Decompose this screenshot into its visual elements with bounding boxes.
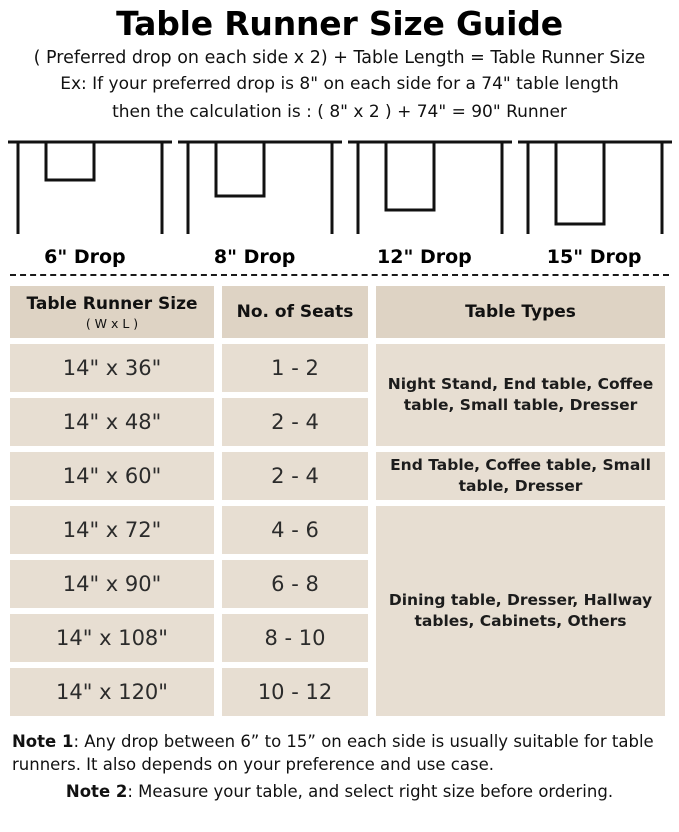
- drop-label-12: 12" Drop: [377, 246, 472, 269]
- section-divider: [10, 274, 669, 276]
- table-row: 8 - 10: [222, 614, 368, 662]
- table-row: 2 - 4: [222, 452, 368, 500]
- page-title: Table Runner Size Guide: [116, 4, 563, 43]
- size-guide-page: [0, 6, 679, 832]
- table-row: 4 - 6: [222, 506, 368, 554]
- note-2-text: : Measure your table, and select right size before ordering.: [127, 782, 614, 802]
- note-1-text: : Any drop between 6” to 15” on each side is usually suitable for table runners. It also depends on your preference and use case.: [12, 732, 654, 775]
- table-row: Dining table, Dresser, Hallway tables, Cabinets, Others: [376, 506, 665, 716]
- drop-label-6: 6" Drop: [44, 246, 126, 269]
- table-row: End Table, Coffee table, Small table, Dresser: [376, 452, 665, 500]
- table-row: 14" x 60": [10, 452, 214, 500]
- column-table-types: [376, 286, 665, 716]
- drop-illustration: [0, 134, 679, 244]
- table-row: 14" x 120": [10, 668, 214, 716]
- table-row: Night Stand, End table, Coffee table, Small table, Dresser: [376, 344, 665, 446]
- header-runner-size: [10, 286, 214, 338]
- example-line-1: Ex: If your preferred drop is 8" on each side for a 74" table length: [60, 74, 619, 95]
- formula-line: ( Preferred drop on each side x 2) + Table Length = Table Runner Size: [33, 48, 646, 69]
- drop-label-8: 8" Drop: [213, 246, 296, 269]
- table-row: 14" x 72": [10, 506, 214, 554]
- table-row: 14" x 48": [10, 398, 214, 446]
- header-runner-size-label: Table Runner Size: [26, 293, 198, 314]
- header-seats: No. of Seats: [222, 286, 368, 338]
- table-row: 14" x 36": [10, 344, 214, 392]
- example-line-2: then the calculation is : ( 8" x 2 ) + 74" = 90" Runner: [112, 102, 567, 123]
- tables-with-runners-diagram: [0, 134, 679, 244]
- table-row: 6 - 8: [222, 560, 368, 608]
- drop-labels-row: [0, 246, 679, 268]
- table-row: 1 - 2: [222, 344, 368, 392]
- note-1-label: Note 1: [12, 732, 74, 752]
- table-row: 14" x 90": [10, 560, 214, 608]
- header-table-types: Table Types: [376, 286, 665, 338]
- note-1: [12, 730, 667, 776]
- table-row: 14" x 108": [10, 614, 214, 662]
- drop-label-15: 15" Drop: [546, 246, 642, 269]
- size-table: [10, 286, 669, 716]
- note-2: [12, 780, 667, 803]
- table-row: 2 - 4: [222, 398, 368, 446]
- column-runner-size: [10, 286, 214, 716]
- notes-section: [12, 730, 667, 803]
- table-row: 10 - 12: [222, 668, 368, 716]
- column-seats: [222, 286, 368, 716]
- note-2-label: Note 2: [65, 782, 128, 802]
- header-runner-size-sub: ( W x L ): [85, 315, 139, 331]
